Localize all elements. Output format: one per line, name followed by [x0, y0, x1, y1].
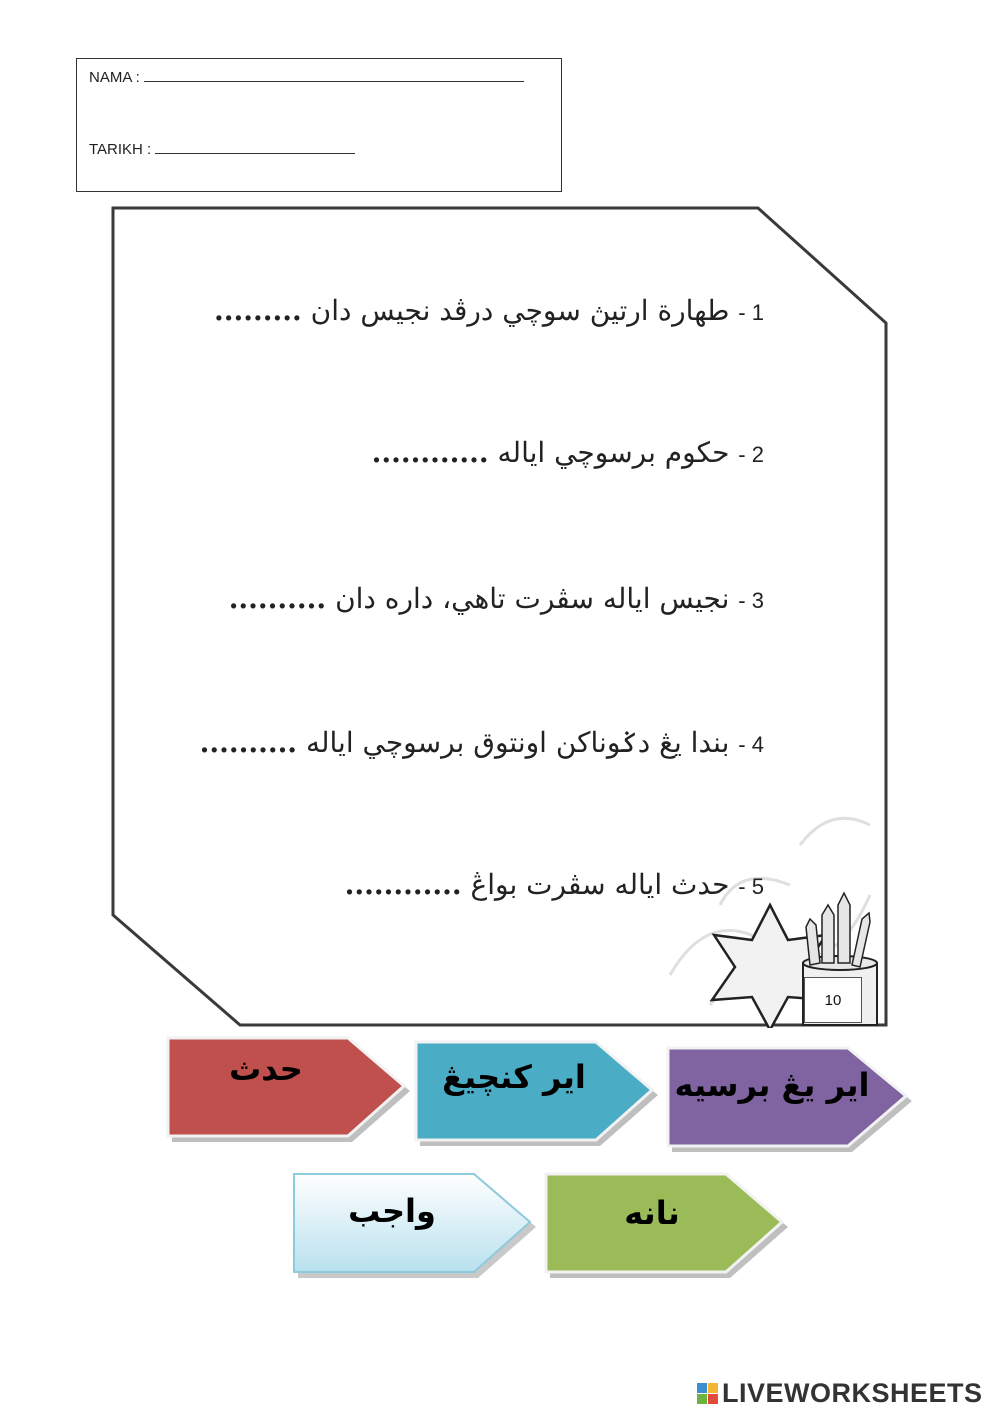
brand-logo-icon — [697, 1383, 718, 1404]
name-input-line[interactable] — [144, 69, 524, 82]
question-2 — [372, 436, 764, 469]
question-text: حدث اياله سڤرت بواڠ — [470, 868, 730, 901]
question-5 — [345, 868, 764, 901]
question-number: 2 - — [738, 442, 764, 467]
question-text: حکوم برسوچي اياله — [497, 436, 730, 469]
answer-blank[interactable]: .......... — [199, 726, 298, 759]
answer-label: حدث — [229, 1050, 303, 1088]
question-text: نجيس اياله سڤرت تاهي، داره دان — [335, 582, 730, 615]
question-number: 3 - — [738, 588, 764, 613]
answer-tile-hadas[interactable] — [166, 1036, 414, 1146]
answer-blank[interactable]: ......... — [214, 294, 302, 327]
answer-label: نانه — [624, 1194, 680, 1232]
answer-blank[interactable]: .......... — [228, 582, 327, 615]
liveworksheets-logo — [697, 1378, 983, 1408]
name-field — [89, 69, 524, 86]
name-label: NAMA : — [89, 69, 140, 86]
answer-label: واجب — [348, 1192, 436, 1230]
student-info-box — [76, 58, 562, 192]
answer-label: اير يڠ برسيه — [674, 1066, 870, 1104]
question-text: بندا يڠ دݢوناکن اونتوق برسوچي اياله — [305, 726, 730, 759]
date-input-line[interactable] — [155, 141, 355, 154]
question-text: طهارة ارتيڽ سوچي درڤد نجيس دان — [310, 294, 730, 327]
date-label: TARIKH : — [89, 141, 152, 158]
date-field — [89, 141, 355, 158]
answer-blank[interactable]: ............ — [371, 436, 489, 469]
answer-label: اير کنچيڠ — [442, 1058, 586, 1096]
answer-tile-wajib[interactable] — [292, 1172, 540, 1282]
answer-blank[interactable]: ............ — [344, 868, 462, 901]
question-frame — [110, 205, 890, 1028]
score-box: 10 — [804, 977, 862, 1023]
question-number: 1 - — [738, 300, 764, 325]
question-1 — [214, 294, 764, 327]
question-number: 4 - — [738, 732, 764, 757]
answer-tile-air-bersih[interactable] — [666, 1046, 916, 1156]
question-number: 5 - — [738, 874, 764, 899]
answer-tile-air-kencing[interactable] — [414, 1040, 662, 1150]
answer-tile-nanah[interactable] — [544, 1172, 792, 1282]
question-3 — [229, 582, 764, 615]
question-4 — [200, 726, 764, 759]
brand-name: LIVEWORKSHEETS — [722, 1377, 983, 1408]
